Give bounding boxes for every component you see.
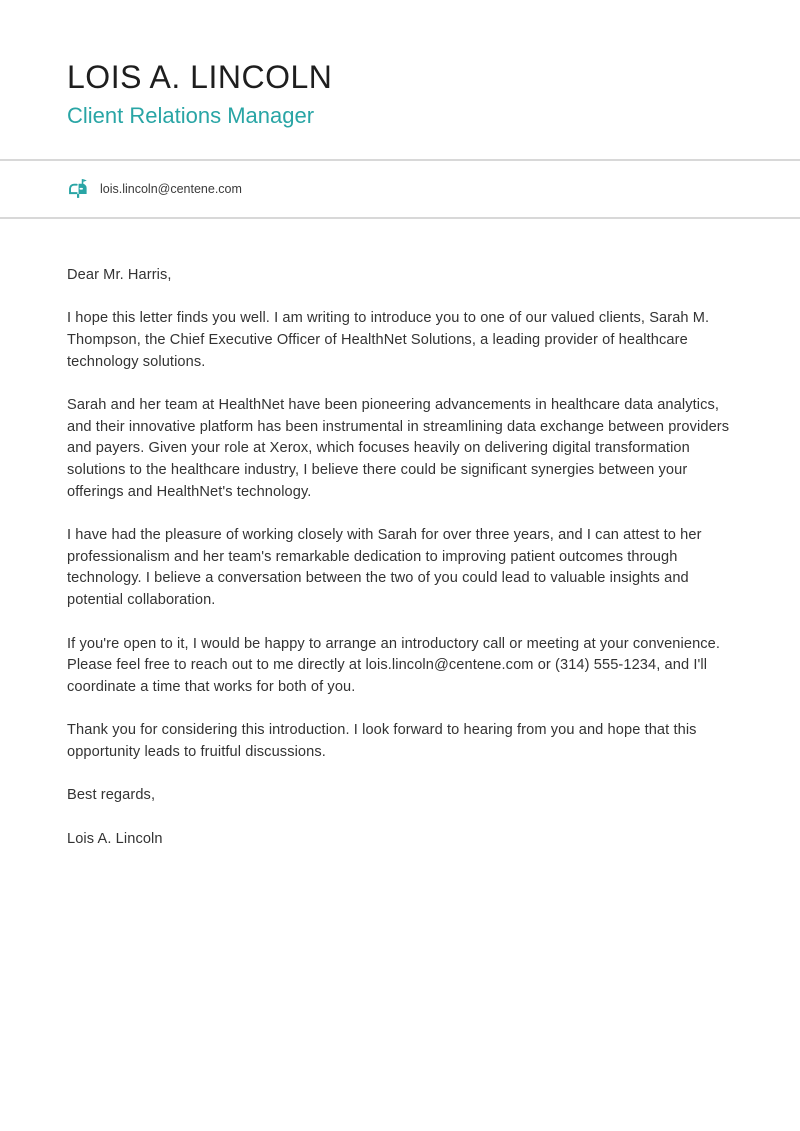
salutation: Dear Mr. Harris, bbox=[67, 266, 172, 283]
contact-email-item bbox=[67, 178, 242, 200]
sender-job-title: Client Relations Manager bbox=[67, 103, 315, 129]
closing: Best regards, bbox=[67, 787, 156, 804]
signature-name: Lois A. Lincoln bbox=[67, 831, 163, 848]
letter-paragraph: If you're open to it, I would be happy to arrange an introductory call or meeting at your convenience. Please feel free to reach out to me directly at lois.lincoln@centene.com or (314) 555-1234, and I'll coordinate a time that works for both of you. bbox=[67, 635, 721, 695]
contact-bar bbox=[0, 161, 800, 217]
letter-header bbox=[0, 0, 800, 130]
letter-paragraph: I hope this letter finds you well. I am writing to introduce you to one of our valued clients, Sarah M. Thompson, the Chief Executive Officer of HealthNet Solutions, a leading provider of healthcare technology solutions. bbox=[67, 310, 710, 370]
letter-body bbox=[0, 219, 800, 851]
mailbox-email-icon bbox=[67, 178, 89, 200]
letter-paragraph: I have had the pleasure of working closely with Sarah for over three years, and I can attest to her professionalism and her team's remarkable dedication to improving patient outcomes through technology. I believe a conversation between the two of you could lead to valuable insights and potential collaboration. bbox=[67, 527, 702, 608]
contact-email: lois.lincoln@centene.com bbox=[100, 181, 242, 196]
letter-paragraph: Sarah and her team at HealthNet have been pioneering advancements in healthcare data analytics, and their innovative platform has been instrumental in streamlining data exchange between providers and payers. Given your role at Xerox, which focuses heavily on delivering digital transformation solutions to the healthcare industry, I believe there could be significant synergies between your offerings and HealthNet's technology. bbox=[67, 397, 730, 500]
letter-paragraph: Thank you for considering this introduction. I look forward to hearing from you and hope that this opportunity leads to fruitful discussions. bbox=[67, 722, 697, 760]
sender-name: LOIS A. LINCOLN bbox=[67, 59, 333, 95]
